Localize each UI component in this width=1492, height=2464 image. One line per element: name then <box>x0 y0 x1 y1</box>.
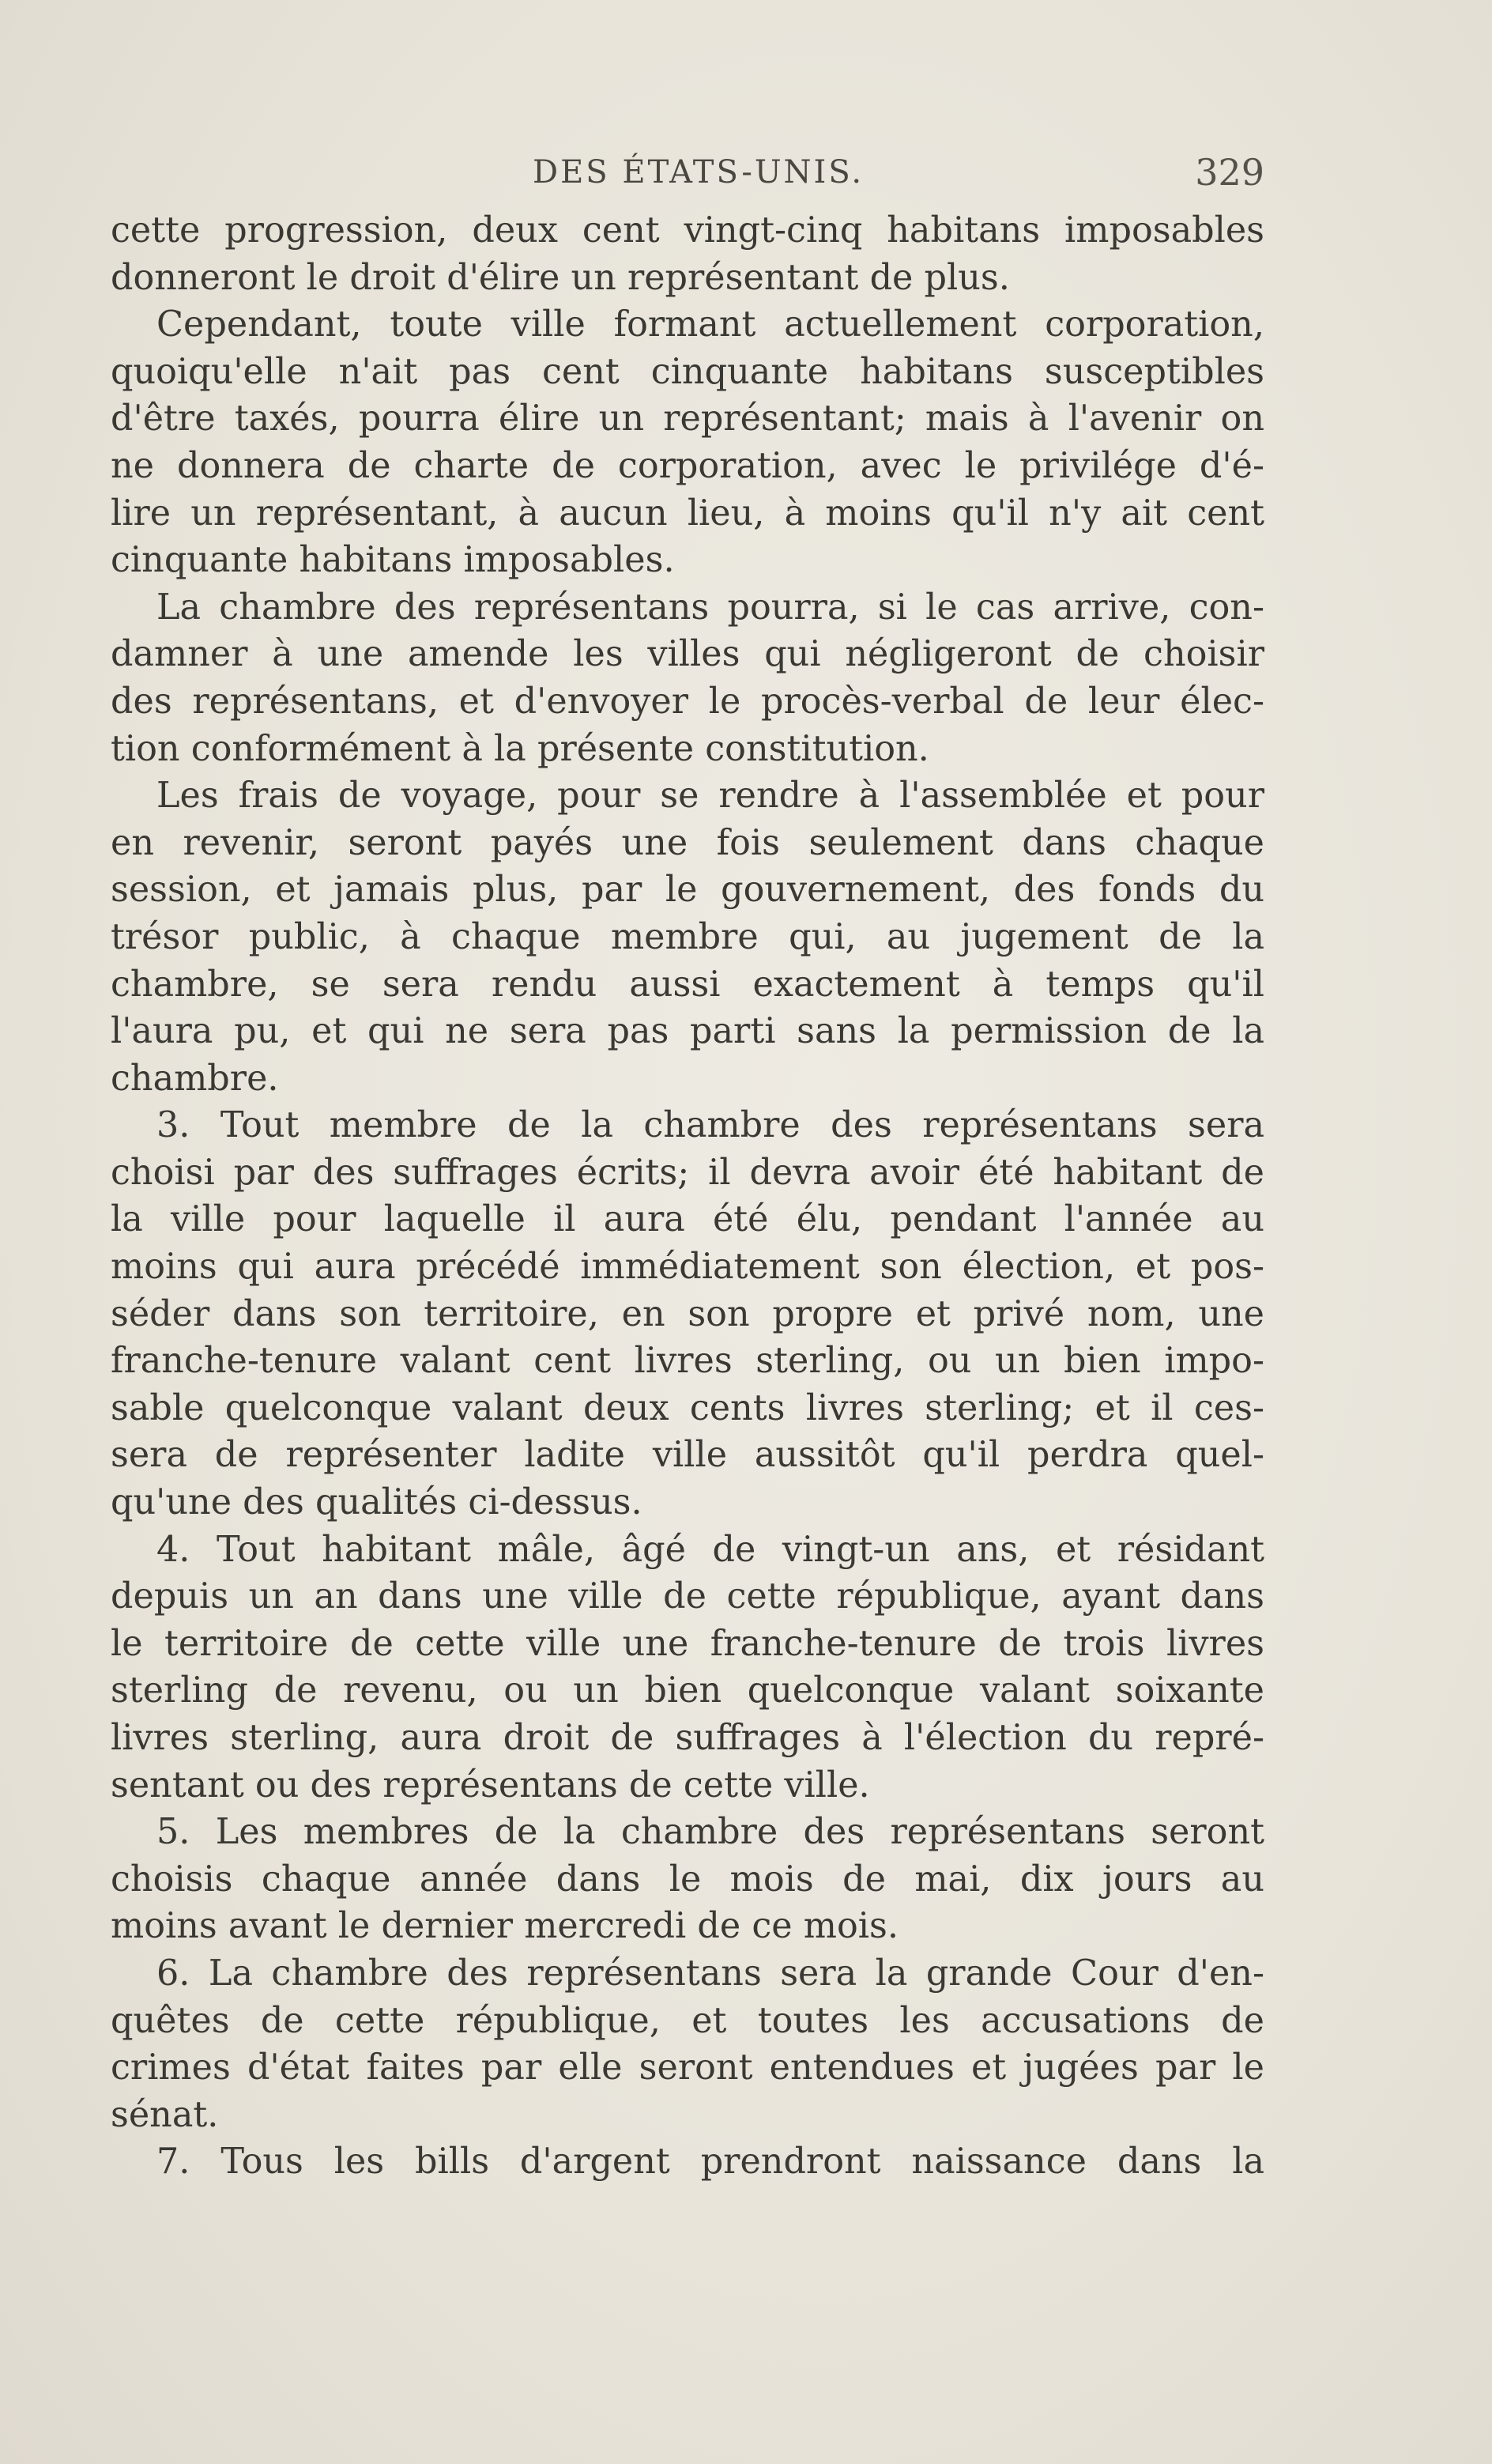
text-line: 4. Tout habitant mâle, âgé de vingt-un ans, et résidant <box>156 1529 1264 1570</box>
text-line: franche-tenure valant cent livres sterling, ou un bien impo- <box>111 1341 1264 1382</box>
text-line: 3. Tout membre de la chambre des représentans sera <box>156 1105 1264 1146</box>
text-line: Les frais de voyage, pour se rendre à l'assemblée et pour <box>156 775 1264 817</box>
text-line: 7. Tous les bills d'argent prendront naissance dans la <box>156 2141 1264 2183</box>
body-text <box>111 207 1264 2186</box>
text-line: donneront le droit d'élire un représentant de plus. <box>111 257 1010 298</box>
text-line: en revenir, seront payés une fois seulement dans chaque <box>111 822 1264 863</box>
text-line: sable quelconque valant deux cents livres sterling; et il ces- <box>111 1387 1264 1428</box>
text-line: chambre. <box>111 1058 279 1099</box>
text-line: 5. Les membres de la chambre des représentans seront <box>156 1812 1264 1853</box>
text-line: d'être taxés, pourra élire un représentant; mais à l'avenir on <box>111 398 1264 440</box>
text-line: chambre, se sera rendu aussi exactement à temps qu'il <box>111 964 1264 1005</box>
text-line: l'aura pu, et qui ne sera pas parti sans la permission de la <box>111 1011 1264 1052</box>
text-line: trésor public, à chaque membre qui, au jugement de la <box>111 916 1264 957</box>
text-line: 6. La chambre des représentans sera la grande Cour d'en- <box>156 1953 1264 1994</box>
text-line: cinquante habitans imposables. <box>111 540 675 581</box>
text-line: quoiqu'elle n'ait pas cent cinquante habitans susceptibles <box>111 351 1264 392</box>
text-line: cette progression, deux cent vingt-cinq habitans imposables <box>111 210 1264 251</box>
text-line: Cependant, toute ville formant actuellement corporation, <box>156 304 1264 345</box>
text-line: quêtes de cette république, et toutes les accusations de <box>111 2000 1264 2041</box>
text-line: choisis chaque année dans le mois de mai, dix jours au <box>111 1858 1264 1900</box>
text-line: sentant ou des représentans de cette ville. <box>111 1764 870 1806</box>
text-line: qu'une des qualités ci-dessus. <box>111 1482 642 1523</box>
text-line: sterling de revenu, ou un bien quelconque valant soixante <box>111 1670 1264 1711</box>
text-line: sénat. <box>111 2094 219 2135</box>
text-line: tion conformément à la présente constitution. <box>111 728 929 769</box>
text-line: le territoire de cette ville une franche-tenure de trois livres <box>111 1623 1264 1664</box>
text-line: moins qui aura précédé immédiatement son élection, et pos- <box>111 1247 1264 1288</box>
text-line: damner à une amende les villes qui négligeront de choisir <box>111 634 1264 675</box>
text-line: La chambre des représentans pourra, si le cas arrive, con- <box>156 587 1264 628</box>
text-line: livres sterling, aura droit de suffrages à l'élection du repré- <box>111 1718 1264 1758</box>
text-line: depuis un an dans une ville de cette république, ayant dans <box>111 1576 1264 1617</box>
text-line: moins avant le dernier mercredi de ce mois. <box>111 1906 899 1947</box>
text-line: la ville pour laquelle il aura été élu, pendant l'année au <box>111 1199 1264 1240</box>
text-line: choisi par des suffrages écrits; il devra avoir été habitant de <box>111 1152 1264 1193</box>
text-line: session, et jamais plus, par le gouvernement, des fonds du <box>111 870 1264 911</box>
running-head: DES ÉTATS-UNIS. <box>533 154 865 191</box>
page-header <box>111 151 1264 198</box>
text-line: crimes d'état faites par elle seront entendues et jugées par le <box>111 2047 1264 2089</box>
text-line: lire un représentant, à aucun lieu, à moins qu'il n'y ait cent <box>111 492 1264 534</box>
text-line: séder dans son territoire, en son propre et privé nom, une <box>111 1293 1264 1334</box>
text-line: des représentans, et d'envoyer le procès-verbal de leur élec- <box>111 681 1264 722</box>
text-line: ne donnera de charte de corporation, avec le privilége d'é- <box>111 445 1264 486</box>
text-line: sera de représenter ladite ville aussitôt qu'il perdra quel- <box>111 1435 1264 1476</box>
page-number: 329 <box>1195 151 1264 194</box>
